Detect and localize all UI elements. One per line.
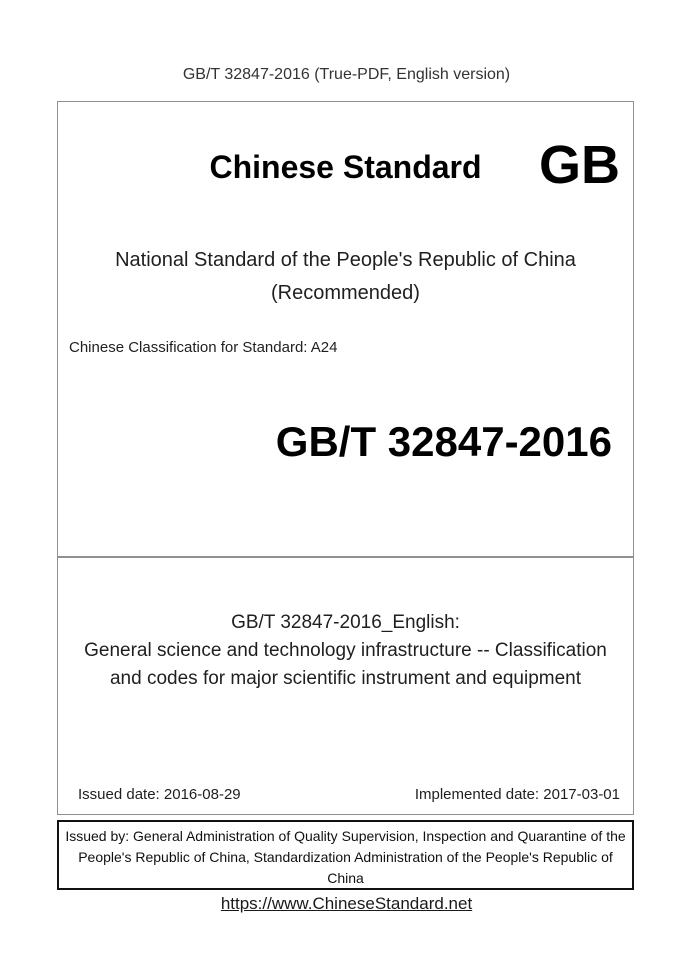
national-standard-subtitle: National Standard of the People's Republic of China [115, 249, 576, 271]
standard-number: GB/T 32847-2016 [275, 418, 612, 465]
issued-date-label: Issued date: [78, 786, 160, 803]
english-title-body: General science and technology infrastructure -- Classification and codes for major scientific instrument and equipment [84, 640, 607, 689]
classification-line: Chinese Classification for Standard: A24 [69, 339, 338, 356]
issued-date-value: 2016-08-29 [163, 786, 241, 803]
details-box [57, 557, 634, 815]
dates-row [58, 786, 633, 803]
subtitle-block [58, 244, 633, 310]
implemented-date-value: 2017-03-01 [543, 786, 620, 803]
english-title-heading: GB/T 32847-2016_English: [231, 612, 460, 633]
site-link[interactable]: https://www.ChineseStandard.net [220, 894, 473, 913]
implemented-date-label: Implemented date: [414, 786, 540, 803]
recommended-note: (Recommended) [271, 282, 420, 304]
issuer-text: Issued by: General Administration of Quality Supervision, Inspection and Quarantine of the People's Republic of China, Standardization Administration of the People's Republic of China [65, 828, 626, 886]
english-title [58, 609, 633, 693]
implemented-date [415, 786, 620, 803]
brand-title: Chinese Standard [209, 149, 482, 185]
page-header-title: GB/T 32847-2016 (True-PDF, English version) [182, 66, 511, 83]
cover-box [57, 101, 634, 557]
issuer-box [57, 820, 634, 890]
issued-date [78, 786, 241, 803]
gb-mark: GB [539, 135, 620, 195]
brand-row [58, 136, 633, 198]
